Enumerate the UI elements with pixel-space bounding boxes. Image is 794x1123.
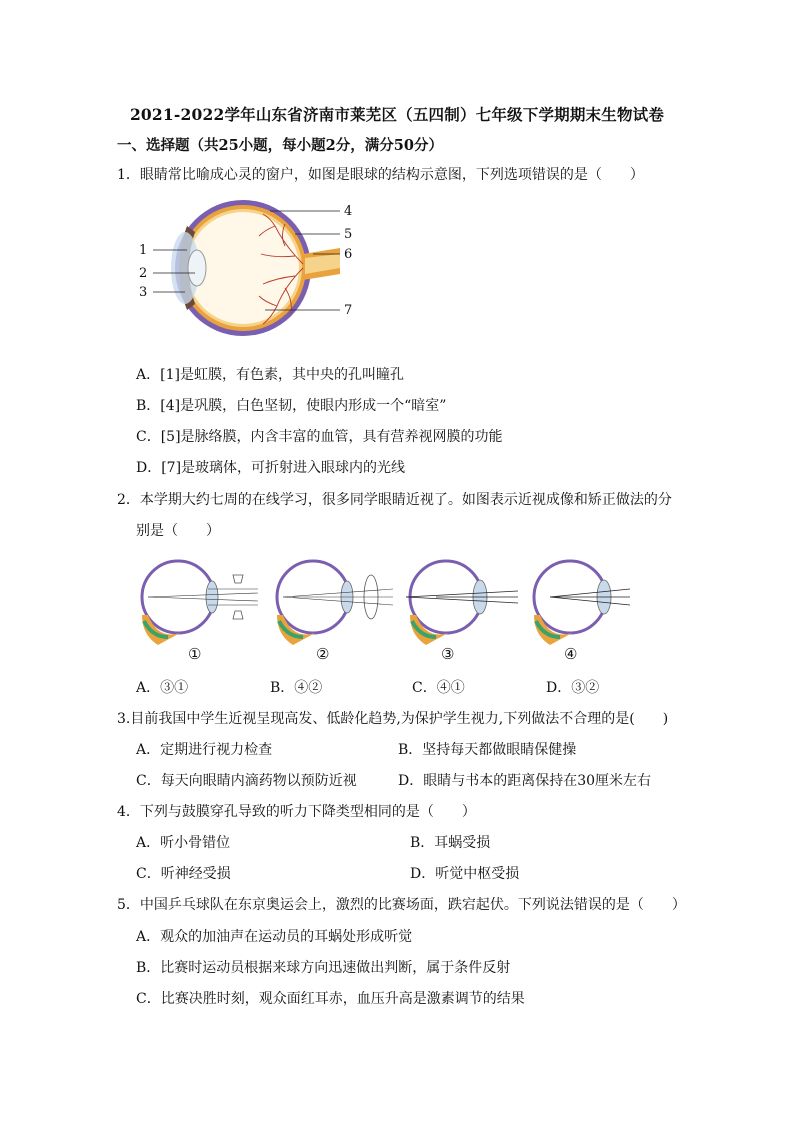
myopia-figure-1: [142, 561, 258, 645]
q3-option-c[interactable]: C．每天向眼睛内滴药物以预防近视: [136, 773, 357, 789]
myopia-figure-3: [406, 561, 518, 645]
eye-label-2: 2: [139, 266, 148, 281]
q1-option-d[interactable]: D．[7]是玻璃体，可折射进入眼球内的光线: [136, 460, 406, 476]
figure-label-3: ③: [441, 645, 455, 663]
q2-option-b[interactable]: B．④②: [270, 680, 323, 696]
question-3-stem: 3.目前我国中学生近视呈现高发、低龄化趋势,为保护学生视力,下列做法不合理的是( ): [117, 711, 669, 727]
q5-option-b[interactable]: B．比赛时运动员根据来球方向迅速做出判断，属于条件反射: [136, 960, 511, 976]
q4-option-b[interactable]: B．耳蜗受损: [410, 835, 491, 851]
q3-option-d[interactable]: D．眼睛与书本的距离保持在30厘米左右: [398, 773, 652, 789]
eyeball-diagram: [135, 196, 365, 346]
figure-label-1: ①: [188, 645, 202, 663]
page-title: 2021-2022学年山东省济南市莱芜区（五四制）七年级下学期期末生物试卷: [129, 105, 665, 124]
question-4-stem: 4．下列与鼓膜穿孔导致的听力下降类型相同的是（ ）: [117, 804, 476, 820]
eye-label-3: 3: [139, 285, 148, 300]
myopia-figures: [138, 555, 638, 665]
eye-label-4: 4: [344, 204, 353, 219]
q2-option-c[interactable]: C．④①: [412, 680, 465, 696]
q4-option-a[interactable]: A．听小骨错位: [136, 835, 231, 851]
q5-option-c[interactable]: C．比赛决胜时刻，观众面红耳赤，血压升高是激素调节的结果: [136, 991, 525, 1007]
q3-option-b[interactable]: B．坚持每天都做眼睛保健操: [398, 742, 577, 758]
myopia-figure-4: [534, 561, 630, 645]
q1-option-c[interactable]: C．[5]是脉络膜，内含丰富的血管，具有营养视网膜的功能: [136, 429, 503, 445]
eye-label-5: 5: [344, 227, 353, 242]
figure-label-2: ②: [316, 645, 330, 663]
q2-option-a[interactable]: A．③①: [136, 680, 189, 696]
question-2-stem-line1: 2．本学期大约七周的在线学习，很多同学眼睛近视了。如图表示近视成像和矫正做法的分: [117, 492, 672, 508]
eye-label-1: 1: [139, 243, 148, 258]
question-2-stem-line2: 别是（ ）: [136, 523, 220, 539]
figure-label-4: ④: [564, 645, 578, 663]
eye-label-6: 6: [344, 247, 353, 262]
q4-option-c[interactable]: C．听神经受损: [136, 866, 231, 882]
section-heading: 一、选择题（共25小题，每小题2分，满分50分）: [117, 137, 443, 154]
q3-option-a[interactable]: A．定期进行视力检查: [136, 742, 273, 758]
question-1-stem: 1．眼睛常比喻成心灵的窗户，如图是眼球的结构示意图，下列选项错误的是（ ）: [117, 167, 644, 183]
eye-label-7: 7: [344, 303, 353, 318]
q1-option-b[interactable]: B．[4]是巩膜，白色坚韧，使眼内形成一个“暗室”: [136, 398, 447, 414]
q5-option-a[interactable]: A．观众的加油声在运动员的耳蜗处形成听觉: [136, 929, 413, 945]
q4-option-d[interactable]: D．听觉中枢受损: [410, 866, 520, 882]
q1-option-a[interactable]: A．[1]是虹膜，有色素，其中央的孔叫瞳孔: [136, 367, 404, 383]
myopia-figure-2: [277, 561, 393, 645]
question-5-stem: 5．中国乒乓球队在东京奥运会上，激烈的比赛场面，跌宕起伏。下列说法错误的是（ ）: [117, 897, 686, 913]
q2-option-d[interactable]: D．③②: [546, 680, 600, 696]
